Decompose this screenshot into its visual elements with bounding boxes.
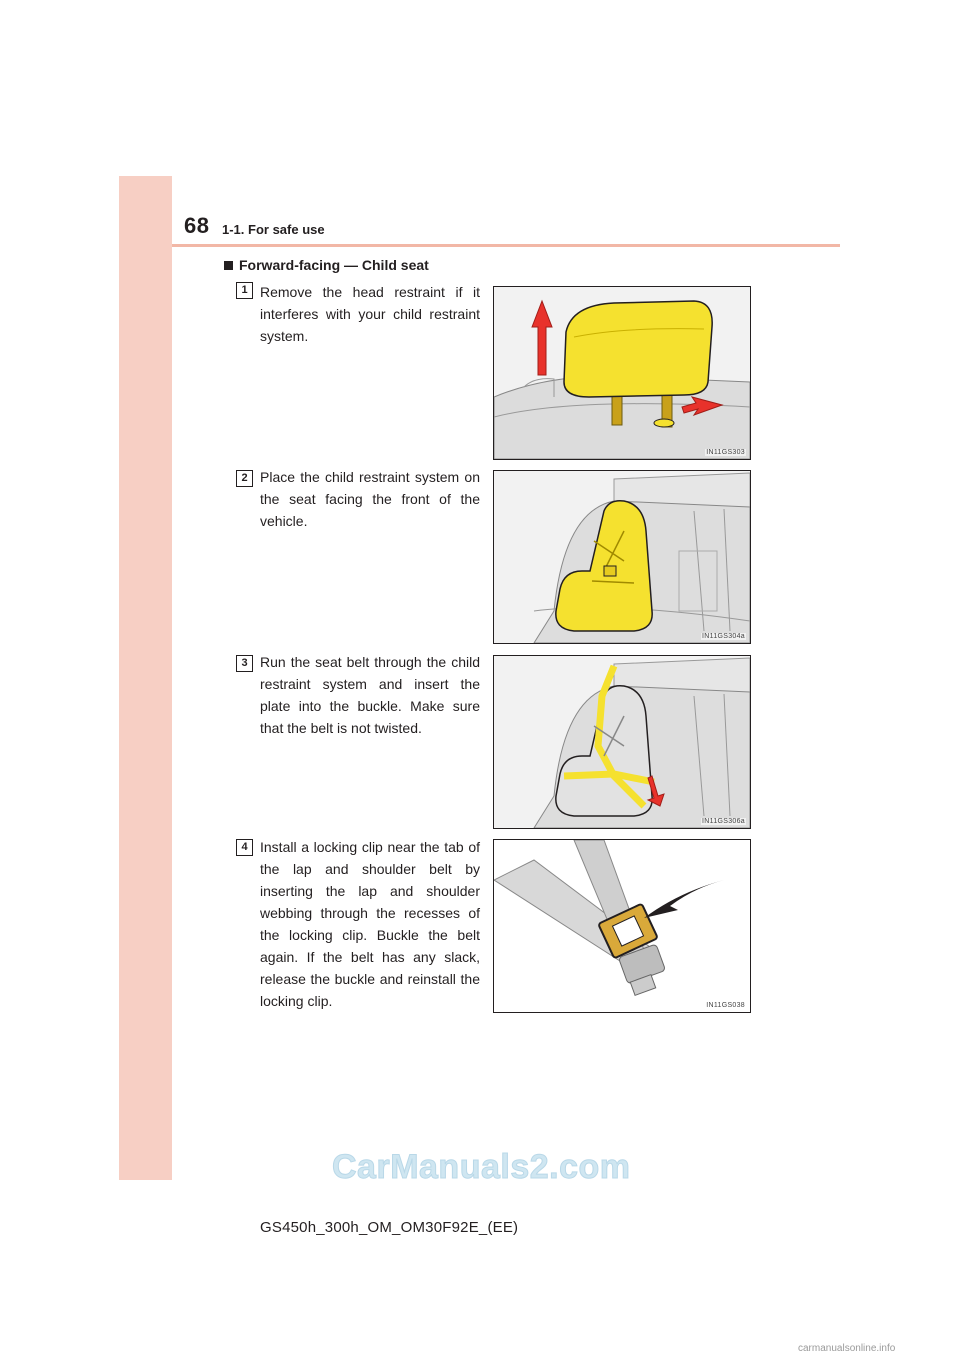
header-divider — [172, 244, 840, 247]
illustration-locking-clip — [493, 839, 751, 1013]
watermark-corner: carmanualsonline.info — [798, 1343, 896, 1354]
illustration-head-restraint — [493, 286, 751, 460]
illustration-belt-through-seat — [493, 655, 751, 829]
sub-heading — [224, 257, 429, 273]
footer-model-code: GS450h_300h_OM_OM30F92E_(EE) — [260, 1219, 519, 1236]
step-number-4: 4 — [236, 839, 253, 856]
square-bullet-icon — [224, 261, 233, 270]
step-text-3: Run the seat belt through the child restraint system and insert the plate into the buckle. Make sure that the belt is not twisted. — [260, 654, 480, 736]
step-number-1: 1 — [236, 282, 253, 299]
watermark-logo: CarManuals2.com — [332, 1148, 631, 1186]
page-number: 68 — [184, 213, 210, 238]
step-text-1: Remove the head restraint if it interferes with your child restraint system. — [260, 284, 480, 344]
step-number-3: 3 — [236, 655, 253, 672]
illustration-code: IN11GS038 — [706, 1002, 745, 1009]
illustration-code: IN11GS304a — [702, 633, 745, 640]
section-title: 1-1. For safe use — [222, 222, 325, 237]
side-color-band — [119, 176, 172, 1180]
illustration-code: IN11GS303 — [706, 449, 745, 456]
illustration-child-seat-placed — [493, 470, 751, 644]
step-text-4: Install a locking clip near the tab of the lap and shoulder belt by inserting the lap and shoulder webbing through the recesses of the locking clip. Buckle the belt again. If the belt has any slack, release the buckle and reinstall the locking clip. — [260, 839, 480, 1009]
step-number-2: 2 — [236, 470, 253, 487]
illustration-code: IN11GS306a — [702, 818, 745, 825]
step-text-2: Place the child restraint system on the seat facing the front of the vehicle. — [260, 469, 480, 529]
sub-heading-text: Forward-facing — Child seat — [239, 257, 429, 273]
